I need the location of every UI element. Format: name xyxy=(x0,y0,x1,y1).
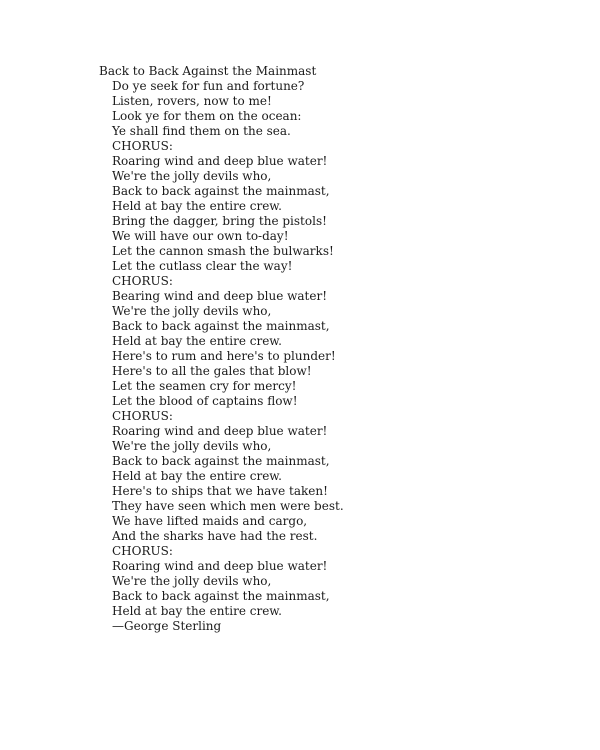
poem-line: Held at bay the entire crew. xyxy=(112,334,282,348)
poem-line: Listen, rovers, now to me! xyxy=(112,94,272,108)
poem-lines xyxy=(99,79,569,634)
poem-line: Back to back against the mainmast, xyxy=(112,454,330,468)
poem-line: Held at bay the entire crew. xyxy=(112,199,282,213)
poem-line: Here's to rum and here's to plunder! xyxy=(112,349,336,363)
chorus-label: CHORUS: xyxy=(112,139,173,153)
poem-line: We're the jolly devils who, xyxy=(112,439,272,453)
poem-line: Back to back against the mainmast, xyxy=(112,589,330,603)
poem-line: Ye shall find them on the sea. xyxy=(112,124,291,138)
poem-line: Here's to ships that we have taken! xyxy=(112,484,328,498)
poem-line: Roaring wind and deep blue water! xyxy=(112,559,328,573)
poem-title: Back to Back Against the Mainmast xyxy=(99,64,317,78)
chorus-label: CHORUS: xyxy=(112,274,173,288)
poem-line: They have seen which men were best. xyxy=(112,499,344,513)
chorus-label: CHORUS: xyxy=(112,544,173,558)
poem-line: Roaring wind and deep blue water! xyxy=(112,154,328,168)
poem-line: Let the blood of captains flow! xyxy=(112,394,298,408)
poem-line: Held at bay the entire crew. xyxy=(112,604,282,618)
poem xyxy=(99,64,569,634)
poem-line: Back to back against the mainmast, xyxy=(112,319,330,333)
poem-line: We have lifted maids and cargo, xyxy=(112,514,308,528)
poem-line: Back to back against the mainmast, xyxy=(112,184,330,198)
poem-author: —George Sterling xyxy=(112,619,222,633)
chorus-label: CHORUS: xyxy=(112,409,173,423)
poem-line: Let the cutlass clear the way! xyxy=(112,259,293,273)
poem-line: We're the jolly devils who, xyxy=(112,574,272,588)
poem-line: We're the jolly devils who, xyxy=(112,169,272,183)
poem-line: Do ye seek for fun and fortune? xyxy=(112,79,305,93)
poem-line: Roaring wind and deep blue water! xyxy=(112,424,328,438)
poem-line: And the sharks have had the rest. xyxy=(112,529,318,543)
poem-line: Let the seamen cry for mercy! xyxy=(112,379,297,393)
poem-line: Here's to all the gales that blow! xyxy=(112,364,312,378)
poem-line: Look ye for them on the ocean: xyxy=(112,109,302,123)
poem-line: Let the cannon smash the bulwarks! xyxy=(112,244,334,258)
poem-line: Bearing wind and deep blue water! xyxy=(112,289,328,303)
poem-line: Bring the dagger, bring the pistols! xyxy=(112,214,327,228)
poem-line: We will have our own to-day! xyxy=(112,229,289,243)
poem-line: Held at bay the entire crew. xyxy=(112,469,282,483)
poem-line: We're the jolly devils who, xyxy=(112,304,272,318)
